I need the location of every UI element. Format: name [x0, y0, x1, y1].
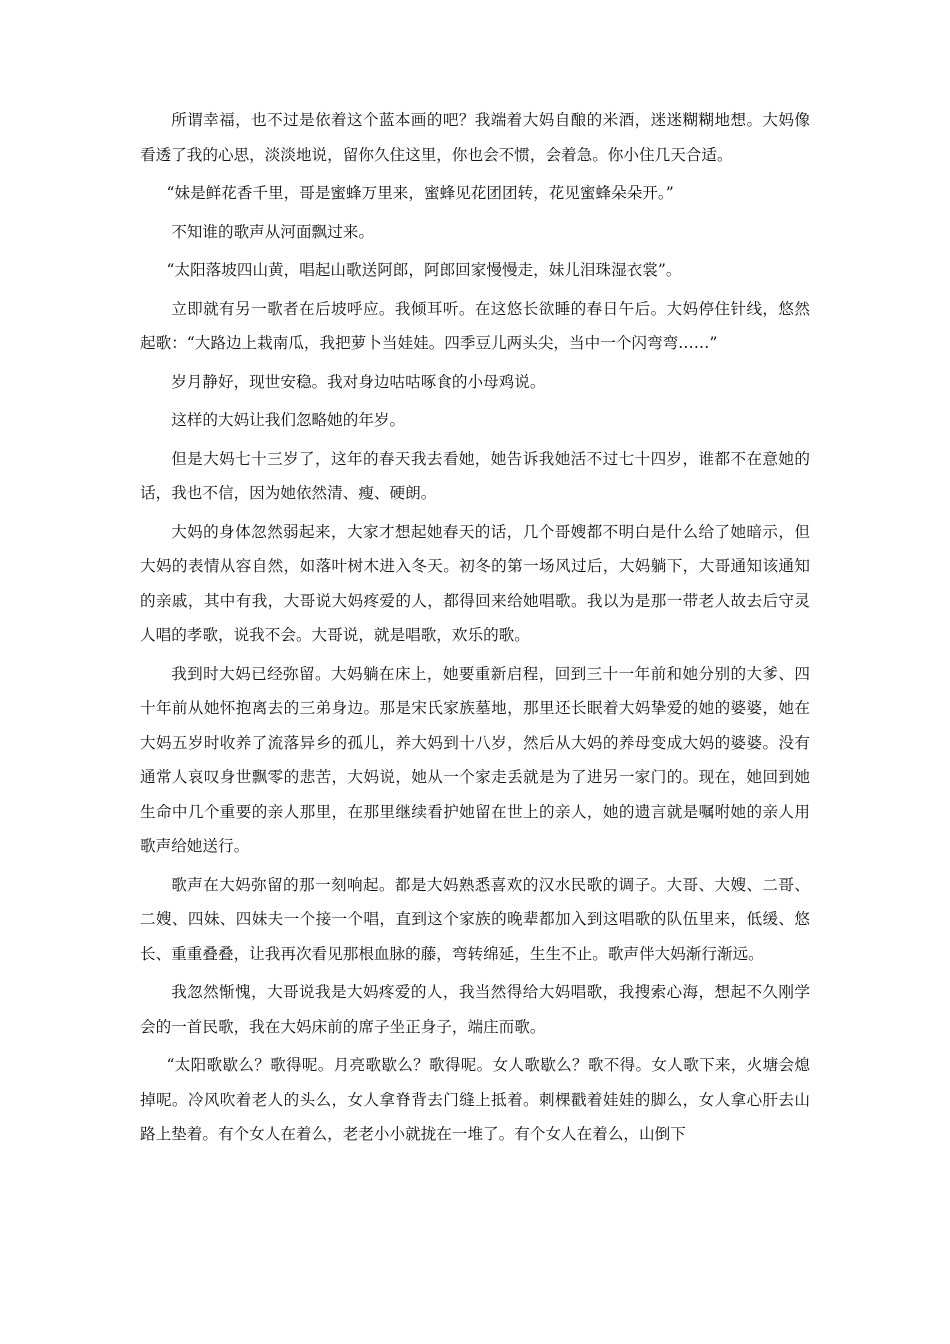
paragraph-5: 立即就有另一歌者在后坡呼应。我倾耳听。在这悠长欲睡的春日午后。大妈停住针线，悠然起歌：“大路边上栽南瓜，我把萝卜当娃娃。四季豆儿两头尖，当中一个闪弯弯……” — [140, 299, 810, 352]
document-body — [140, 103, 810, 1156]
paragraph-12: 我忽然惭愧，大哥说我是大妈疼爱的人，我当然得给大妈唱歌，我搜索心海，想起不久刚学会的一首民歌，我在大妈床前的席子坐正身子，端庄而歌。 — [140, 983, 810, 1036]
paragraph-10: 我到时大妈已经弥留。大妈躺在床上，她要重新启程，回到三十一年前和她分别的大爹、四十年前从她怀抱离去的三弟身边。那是宋氏家族墓地，那里还长眠着大妈挚爱的她的婆婆，她在大妈五岁时收养了流落异乡的孤儿，养大妈到十八岁，然后从大妈的养母变成大妈的婆婆。没有通常人哀叹身世飘零的悲苦，大妈说，她从一个家走丢就是为了进另一家门的。现在，她回到她生命中几个重要的亲人那里，在那里继续看护她留在世上的亲人，她的遗言就是嘱咐她的亲人用歌声给她送行。 — [140, 664, 810, 855]
paragraph-7: 这样的大妈让我们忽略她的年岁。 — [171, 411, 406, 429]
paragraph-1: 所谓幸福，也不过是依着这个蓝本画的吧？我端着大妈自酿的米酒，迷迷糊糊地想。大妈像看透了我的心思，淡淡地说，留你久住这里，你也会不惯，会着急。你小住几天合适。 — [140, 111, 810, 164]
paragraph-6: 岁月静好，现世安稳。我对身边咕咕啄食的小母鸡说。 — [171, 372, 546, 391]
paragraph-11: 歌声在大妈弥留的那一刻响起。都是大妈熟悉喜欢的汉水民歌的调子。大哥、大嫂、二哥、二嫂、四妹、四妹夫一个接一个唱，直到这个家族的晚辈都加入到这唱歌的队伍里来，低缓、悠长、重重叠叠，让我再次看见那根血脉的藤，弯转绵延，生生不止。歌声伴大妈渐行渐远。 — [140, 875, 810, 963]
paragraph-3: 不知谁的歌声从河面飘过来。 — [171, 222, 374, 241]
paragraph-9: 大妈的身体忽然弱起来，大家才想起她春天的话，几个哥嫂都不明白是什么给了她暗示，但大妈的表情从容自然，如落叶树木进入冬天。初冬的第一场风过后，大妈躺下，大哥通知该通知的亲戚，其中有我，大哥说大妈疼爱的人，都得回来给她唱歌。我以为是那一带老人故去后守灵人唱的孝歌，说我不会。大哥说，就是唱歌，欢乐的歌。 — [140, 522, 810, 644]
paragraph-4: “太阳落坡四山黄，唱起山歌送阿郎，阿郎回家慢慢走，妹儿泪珠湿衣裳”。 — [166, 261, 682, 279]
paragraph-13: “太阳歌歇么？歌得呢。月亮歌歇么？歌得呢。女人歌歇么？歌不得。女人歌下来，火塘会熄掉呢。冷风吹着老人的头么，女人拿脊背去门缝上抵着。刺棵戳着娃娃的脚么，女人拿心肝去山路上垫着。有个女人在着么，老老小小就拢在一堆了。有个女人在着么，山倒下 — [140, 1056, 810, 1143]
paragraph-8: 但是大妈七十三岁了，这年的春天我去看她，她告诉我她活不过七十四岁，谁都不在意她的话，我也不信，因为她依然清、瘦、硬朗。 — [140, 449, 810, 502]
paragraph-2: “妹是鲜花香千里，哥是蜜蜂万里来，蜜蜂见花团团转，花见蜜蜂朵朵开。” — [166, 184, 674, 202]
